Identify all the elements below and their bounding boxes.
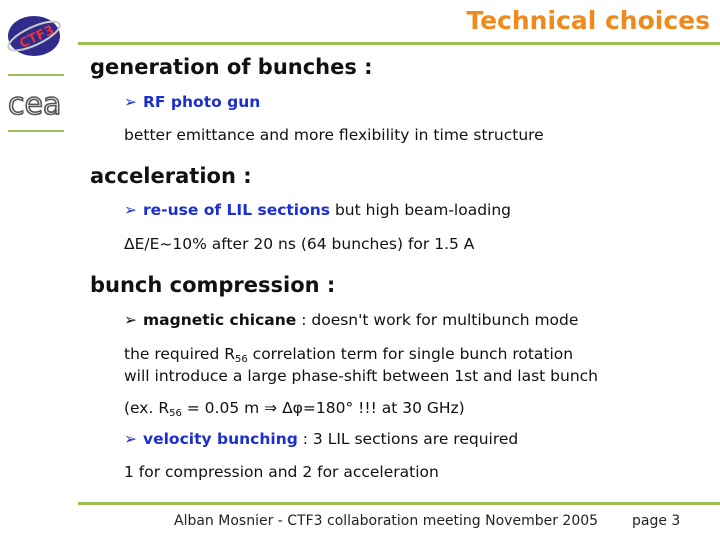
example-pre: (ex. R bbox=[124, 399, 170, 417]
lil-rest: but high beam-loading bbox=[330, 201, 512, 219]
heading-generation: generation of bunches : bbox=[90, 55, 373, 79]
bullet-lil-sections bbox=[124, 201, 511, 219]
arrow-bullet-icon: ➢ bbox=[124, 311, 137, 329]
r56-text bbox=[124, 345, 573, 365]
header-rule bbox=[78, 42, 720, 45]
example-sub: 56 bbox=[169, 408, 182, 419]
side-divider-top bbox=[8, 74, 64, 76]
r56-sub: 56 bbox=[235, 354, 248, 365]
rf-gun-label: RF photo gun bbox=[143, 93, 261, 111]
velocity-rest: : 3 LIL sections are required bbox=[297, 430, 519, 448]
ctf3-logo bbox=[4, 8, 68, 60]
heading-acceleration: acceleration : bbox=[90, 164, 252, 188]
cea-logo bbox=[6, 88, 68, 120]
emittance-text: better emittance and more flexibility in time structure bbox=[124, 126, 544, 144]
footer-rule bbox=[78, 502, 720, 505]
bullet-magnetic-chicane bbox=[124, 311, 578, 329]
ctf3-logo-text: CTF3 bbox=[17, 22, 57, 52]
example-post: = 0.05 m ⇒ Δφ=180° !!! at 30 GHz) bbox=[181, 399, 465, 417]
page-title: Technical choices bbox=[466, 6, 710, 35]
beam-loading-text: ΔE/E~10% after 20 ns (64 bunches) for 1.5 A bbox=[124, 235, 475, 253]
lil-label: re-use of LIL sections bbox=[143, 201, 331, 219]
r56-pre: the required R bbox=[124, 345, 236, 363]
heading-compression: bunch compression : bbox=[90, 273, 336, 297]
velocity-label: velocity bunching bbox=[143, 430, 298, 448]
bullet-rf-photo-gun bbox=[124, 93, 260, 111]
arrow-bullet-icon: ➢ bbox=[124, 93, 137, 111]
arrow-bullet-icon: ➢ bbox=[124, 201, 137, 219]
bullet-velocity-bunching bbox=[124, 430, 518, 448]
page-number: page 3 bbox=[632, 513, 681, 529]
compression-acceleration-text: 1 for compression and 2 for acceleration bbox=[124, 463, 439, 481]
r56-post: correlation term for single bunch rotation bbox=[247, 345, 574, 363]
chicane-label: magnetic chicane bbox=[143, 311, 297, 329]
arrow-bullet-icon: ➢ bbox=[124, 430, 137, 448]
cea-logo-text: cea bbox=[8, 88, 62, 120]
side-divider-bottom bbox=[8, 130, 64, 132]
chicane-rest: : doesn't work for multibunch mode bbox=[296, 311, 579, 329]
footer-text: Alban Mosnier - CTF3 collaboration meeting November 2005 bbox=[174, 513, 599, 529]
example-text bbox=[124, 399, 465, 419]
phase-shift-text: will introduce a large phase-shift between 1st and last bunch bbox=[124, 367, 598, 385]
